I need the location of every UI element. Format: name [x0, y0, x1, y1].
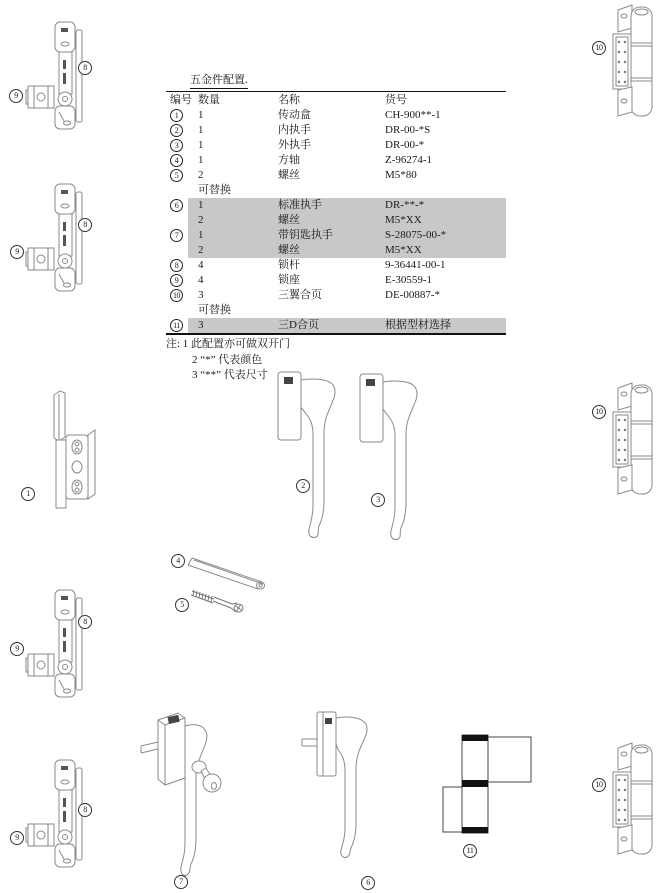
name-cell: 内执手 — [278, 124, 311, 136]
inner-handle-drawing — [276, 370, 338, 542]
table-row — [166, 123, 506, 138]
row-callout: 10 — [170, 289, 183, 302]
row-callout: 3 — [170, 139, 183, 152]
qty-cell: 1 — [198, 154, 204, 166]
callout-part3: 3 — [371, 493, 385, 507]
table-row — [166, 168, 506, 183]
callout-part7: 7 — [174, 875, 188, 889]
note-line: 注: 1 此配置亦可做双开门 — [166, 338, 291, 350]
name-cell: 螺丝 — [278, 214, 300, 226]
parts-table — [166, 71, 506, 335]
qty-cell: 1 — [198, 109, 204, 121]
callout-part8: 8 — [78, 615, 92, 629]
callout-part9: 9 — [9, 89, 23, 103]
callout-part10: 10 — [592, 778, 606, 792]
screw-drawing — [186, 586, 246, 620]
row-callout: 5 — [170, 169, 183, 182]
row-callout: 11 — [170, 319, 183, 332]
qty-cell: 1 — [198, 139, 204, 151]
code-cell: 根据型材选择 — [385, 319, 451, 331]
header-num: 编号 — [170, 94, 192, 106]
callout-part2: 2 — [296, 479, 310, 493]
three-wing-hinge-drawing — [610, 382, 665, 497]
lock-rod-assembly-drawing — [10, 172, 110, 292]
three-d-hinge-drawing — [442, 734, 532, 834]
table-row — [166, 258, 506, 273]
callout-part10: 10 — [592, 405, 606, 419]
outer-handle-drawing — [358, 372, 420, 544]
code-cell: M5*80 — [385, 169, 417, 181]
name-cell: 螺丝 — [278, 169, 300, 181]
name-cell: 方轴 — [278, 154, 300, 166]
code-cell: E-30559-1 — [385, 274, 433, 286]
callout-part9: 9 — [10, 245, 24, 259]
table-title: 五金件配置. — [190, 71, 248, 89]
table-row — [166, 318, 506, 333]
qty-cell: 4 — [198, 274, 204, 286]
qty-cell: 1 — [198, 124, 204, 136]
callout-part8: 8 — [78, 218, 92, 232]
name-cell: 带钥匙执手 — [278, 229, 333, 241]
row-callout: 7 — [170, 229, 183, 242]
callout-part11: 11 — [463, 844, 477, 858]
name-cell: 三翼合页 — [278, 289, 322, 301]
table-row — [166, 288, 506, 303]
code-cell: Z-96274-1 — [385, 154, 433, 166]
row-callout: 6 — [170, 199, 183, 212]
qty-cell: 1 — [198, 229, 204, 241]
name-cell: 三D合页 — [278, 319, 319, 331]
qty-cell: 1 — [198, 199, 204, 211]
qty-cell: 4 — [198, 259, 204, 271]
code-cell: DR-00-* — [385, 139, 425, 151]
callout-part1: 1 — [21, 487, 35, 501]
name-cell: 螺丝 — [278, 244, 300, 256]
table-row — [166, 243, 506, 258]
transmission-box-drawing — [40, 385, 105, 510]
table-section-row — [166, 183, 506, 198]
callout-part10: 10 — [592, 41, 606, 55]
code-cell: 9-36441-00-1 — [385, 259, 446, 271]
header-name: 名称 — [278, 94, 300, 106]
standard-handle-drawing — [300, 708, 380, 860]
qty-cell: 3 — [198, 319, 204, 331]
row-callout: 9 — [170, 274, 183, 287]
table-row — [166, 273, 506, 288]
code-cell: DE-00887-* — [385, 289, 440, 301]
lock-rod-assembly-drawing — [10, 578, 110, 698]
callout-part9: 9 — [10, 642, 24, 656]
code-cell: M5*XX — [385, 244, 422, 256]
name-cell: 锁杆 — [278, 259, 300, 271]
name-cell: 锁座 — [278, 274, 300, 286]
three-wing-hinge-drawing — [610, 4, 665, 119]
callout-part8: 8 — [78, 61, 92, 75]
code-cell: CH-900**-1 — [385, 109, 441, 121]
key-handle-drawing — [138, 710, 228, 882]
table-row — [166, 198, 506, 213]
lock-rod-assembly-drawing — [10, 10, 110, 130]
name-cell: 外执手 — [278, 139, 311, 151]
note-line: 2 “*” 代表颜色 — [192, 353, 263, 366]
qty-cell: 2 — [198, 244, 204, 256]
note-line: 3 “**” 代表尺寸 — [192, 369, 268, 381]
row-callout: 8 — [170, 259, 183, 272]
header-code: 货号 — [385, 94, 407, 106]
table-section-row — [166, 303, 506, 318]
table-row — [166, 213, 506, 228]
lock-rod-assembly-drawing — [10, 748, 110, 868]
three-wing-hinge-drawing — [610, 742, 665, 857]
name-cell: 传动盒 — [278, 109, 311, 121]
table-row — [166, 138, 506, 153]
callout-part9: 9 — [10, 831, 24, 845]
table-row — [166, 153, 506, 168]
code-cell: DR-00-*S — [385, 124, 431, 136]
callout-part8: 8 — [78, 803, 92, 817]
callout-part6: 6 — [361, 876, 375, 890]
row-callout: 1 — [170, 109, 183, 122]
code-cell: M5*XX — [385, 214, 422, 226]
section-label: 可替换 — [198, 304, 231, 316]
table-row — [166, 228, 506, 243]
callout-part5: 5 — [175, 598, 189, 612]
row-callout: 4 — [170, 154, 183, 167]
code-cell: S-28075-00-* — [385, 229, 447, 241]
name-cell: 标准执手 — [278, 199, 322, 211]
table-header-row — [166, 92, 506, 108]
header-qty: 数量 — [198, 94, 220, 106]
section-label: 可替换 — [198, 184, 231, 196]
qty-cell: 2 — [198, 214, 204, 226]
table-notes — [166, 337, 290, 384]
qty-cell: 2 — [198, 169, 204, 181]
table-bottom-rule — [166, 333, 506, 335]
table-row — [166, 108, 506, 123]
qty-cell: 3 — [198, 289, 204, 301]
callout-part4: 4 — [171, 554, 185, 568]
row-callout: 2 — [170, 124, 183, 137]
code-cell: DR-**-* — [385, 199, 425, 211]
